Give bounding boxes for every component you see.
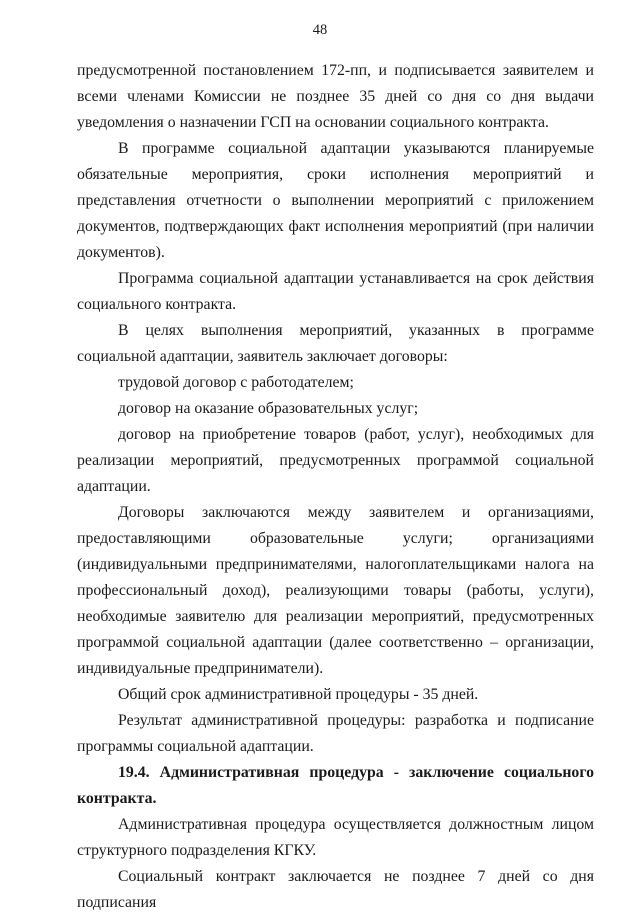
paragraph-procedure-result: Результат административной процедуры: разработка и подписание программы социальной адаптации. — [77, 712, 594, 755]
paragraph-contract-parties: Договоры заключаются между заявителем и организациями, предоставляющими образовательные услуги; организациями (индивидуальными предпринимателями, налогоплательщиками налога на профессиональный доход), реализующими товары (работы, услуги), необходимые заявителю для реализации мероприятий, предусмотренных программой социальной адаптации (далее соответственно – организации, индивидуальные предприниматели). — [77, 504, 594, 677]
paragraph-responsible-official: Административная процедура осуществляется должностным лицом структурного подразделения КГКУ. — [77, 816, 594, 859]
list-item-education-contract: договор на оказание образовательных услуг; — [118, 400, 419, 417]
paragraph-contract-deadline: Социальный контракт заключается не позднее 7 дней со дня подписания — [77, 868, 594, 911]
paragraph-program-contents: В программе социальной адаптации указываются планируемые обязательные мероприятия, сроки исполнения мероприятий и представления отчетности о выполнении мероприятий с приложением документов, подтверждающих факт исполнения мероприятий (при наличии документов). — [77, 140, 594, 261]
paragraph-program-term: Программа социальной адаптации устанавливается на срок действия социального контракта. — [77, 270, 594, 313]
page-number: 48 — [312, 22, 328, 38]
list-item-employment-contract: трудовой договор с работодателем; — [118, 374, 354, 391]
list-item-purchase-contract: договор на приобретение товаров (работ, услуг), необходимых для реализации мероприятий, предусмотренных программой социальной адаптации. — [77, 426, 594, 495]
section-heading-19-4: 19.4. Административная процедура - заключение социального контракта. — [77, 764, 594, 807]
document-body — [77, 58, 594, 916]
paragraph-application-signing: предусмотренной постановлением 172-пп, и подписывается заявителем и всеми членами Комиссии не позднее 35 дней со дня со дня выдачи уведомления о назначении ГСП на основании социального контракта. — [77, 62, 594, 131]
paragraph-procedure-duration: Общий срок административной процедуры - 35 дней. — [118, 686, 479, 703]
paragraph-contracts-intro: В целях выполнения мероприятий, указанных в программе социальной адаптации, заявитель заключает договоры: — [77, 322, 594, 365]
